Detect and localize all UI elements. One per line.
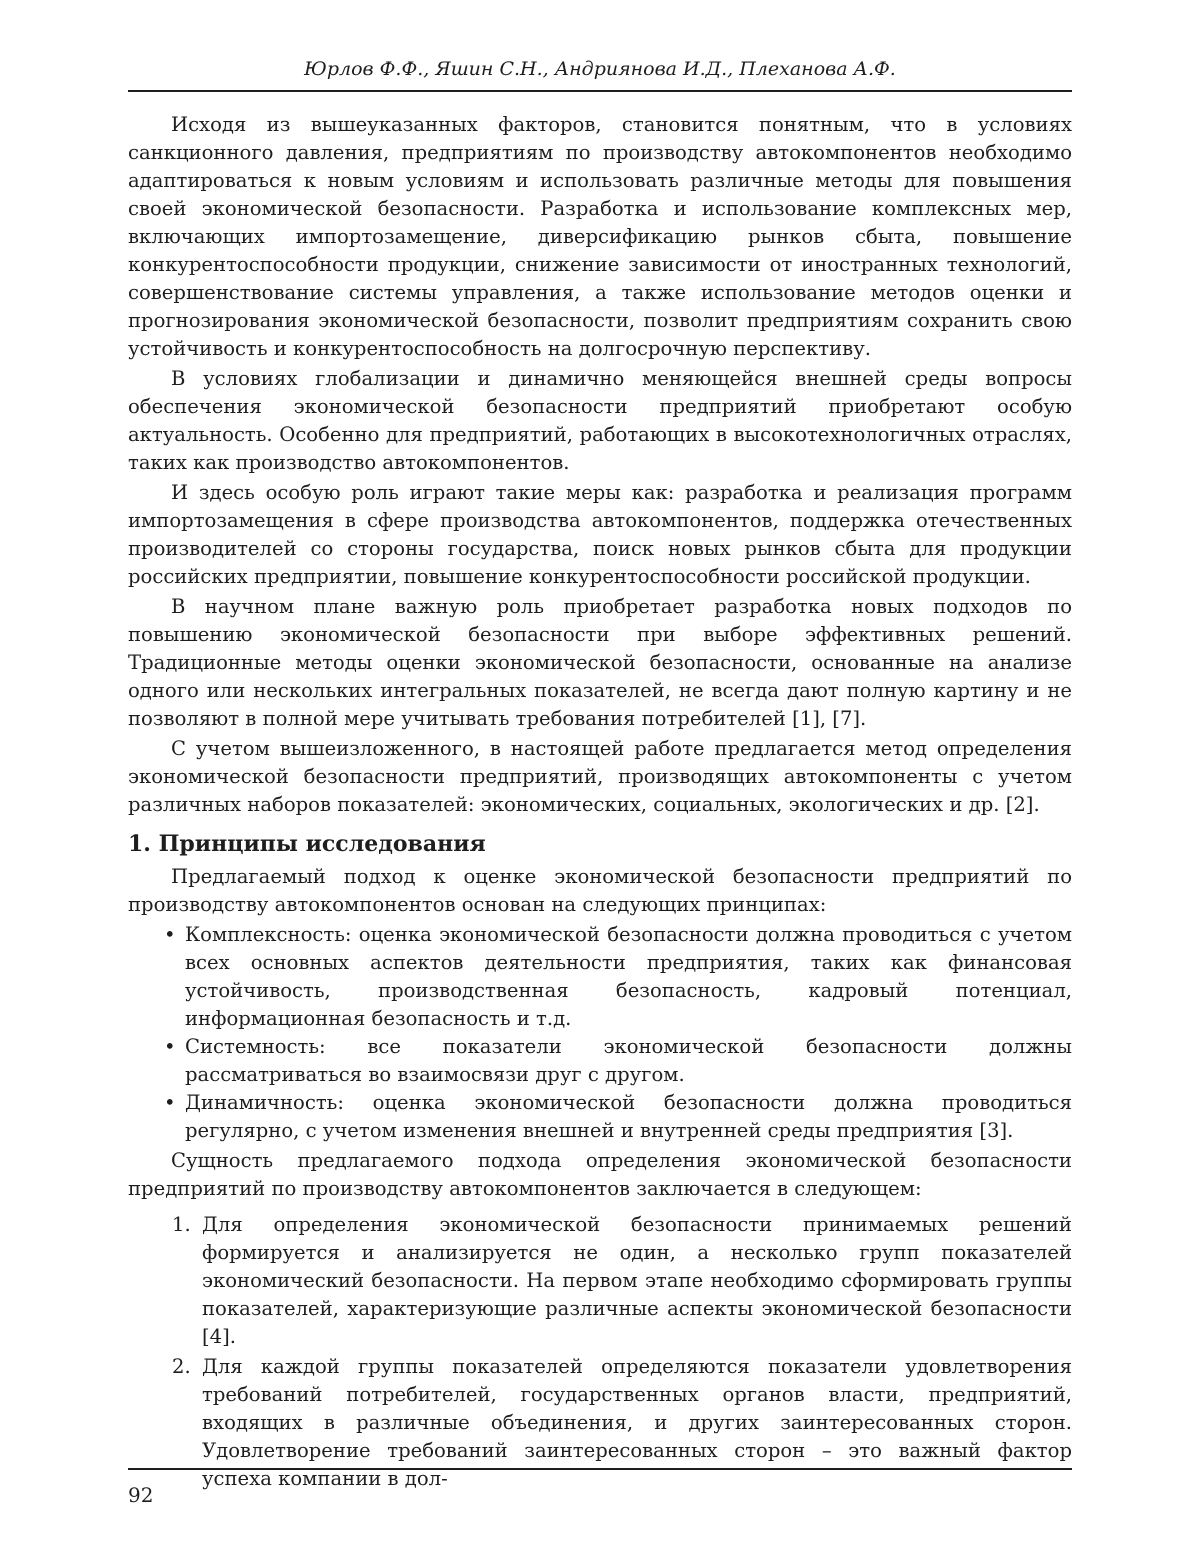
step-number: 1. bbox=[172, 1213, 191, 1236]
list-item bbox=[172, 1211, 1072, 1351]
page-number: 92 bbox=[128, 1483, 154, 1507]
list-item-text: Системность: все показатели экономической безопасности должны рассматриваться во взаимосвязи друг с другом. bbox=[185, 1035, 1072, 1086]
paragraph: Исходя из вышеуказанных факторов, становится понятным, что в условиях санкционного давления, предприятиям по производству автокомпонентов необходимо адаптироваться к новым условиям и использовать различные методы для повышения своей экономической безопасности. Разработка и использование комплексных мер, включающих импортозамещение, диверсификацию рынков сбыта, повышение конкурентоспособности продукции, снижение зависимости от иностранных технологий, совершенствование системы управления, а также использование методов оценки и прогнозирования экономической безопасности, позволит предприятиям сохранить свою устойчивость и конкурентоспособность на долгосрочную перспективу. bbox=[128, 113, 1072, 360]
step-text: Для каждой группы показателей определяются показатели удовлетворения требований потребителей, государственных органов власти, предприятий, входящих в различные объединения, и других заинтересованных сторон. Удовлетворение требований заинтересованных сторон – это важный фактор успеха компании в дол- bbox=[202, 1355, 1072, 1490]
section-intro: Предлагаемый подход к оценке экономической безопасности предприятий по производству автокомпонентов основан на следующих принципах: bbox=[128, 865, 1072, 916]
list-item bbox=[172, 1353, 1072, 1493]
step-text: Для определения экономической безопасности принимаемых решений формируется и анализируется не один, а несколько групп показателей экономический безопасности. На первом этапе необходимо сформировать группы показателей, характеризующие различные аспекты экономической безопасности [4]. bbox=[202, 1213, 1072, 1348]
list-item bbox=[164, 1089, 1072, 1145]
steps-list bbox=[128, 1211, 1072, 1493]
essence-paragraph: Сущность предлагаемого подхода определения экономической безопасности предприятий по производству автокомпонентов заключается в следующем: bbox=[128, 1149, 1072, 1200]
paragraph: С учетом вышеизложенного, в настоящей работе предлагается метод определения экономической безопасности предприятий, производящих автокомпоненты с учетом различных наборов показателей: экономических, социальных, экологических и др. [2]. bbox=[128, 737, 1072, 816]
list-item bbox=[164, 1033, 1072, 1089]
paragraph: В научном плане важную роль приобретает разработка новых подходов по повышению экономической безопасности при выборе эффективных решений. Традиционные методы оценки экономической безопасности, основанные на анализе одного или нескольких интегральных показателей, не всегда дают полную картину и не позволяют в полной мере учитывать требования потребителей [1], [7]. bbox=[128, 595, 1072, 730]
bullet-marker: • bbox=[164, 1091, 176, 1114]
bullet-marker: • bbox=[164, 1035, 176, 1058]
page-body bbox=[128, 111, 1072, 1495]
paragraph: В условиях глобализации и динамично меняющейся внешней среды вопросы обеспечения экономической безопасности предприятий приобретают особую актуальность. Особенно для предприятий, работающих в высокотехнологичных отраслях, таких как производство автокомпонентов. bbox=[128, 367, 1072, 474]
list-item bbox=[164, 921, 1072, 1033]
running-head: Юрлов Ф.Ф., Яшин С.Н., Андриянова И.Д., Плеханова А.Ф. bbox=[304, 58, 896, 80]
step-number: 2. bbox=[172, 1355, 191, 1378]
list-item-text: Динамичность: оценка экономической безопасности должна проводиться регулярно, с учетом изменения внешней и внутренней среды предприятия [3]. bbox=[185, 1091, 1072, 1142]
section-heading: 1. Принципы исследования bbox=[128, 831, 486, 857]
bullet-marker: • bbox=[164, 923, 176, 946]
footer-rule bbox=[128, 1468, 1072, 1470]
header-rule bbox=[128, 90, 1072, 92]
list-item-text: Комплексность: оценка экономической безопасности должна проводиться с учетом всех основных аспектов деятельности предприятия, таких как финансовая устойчивость, производственная безопасность, кадровый потенциал, информационная безопасность и т.д. bbox=[185, 923, 1072, 1030]
paragraph: И здесь особую роль играют такие меры как: разработка и реализация программ импортозамещения в сфере производства автокомпонентов, поддержка отечественных производителей со стороны государства, поиск новых рынков сбыта для продукции российских предприятии, повышение конкурентоспособности российской продукции. bbox=[128, 481, 1072, 588]
principles-list bbox=[128, 921, 1072, 1145]
